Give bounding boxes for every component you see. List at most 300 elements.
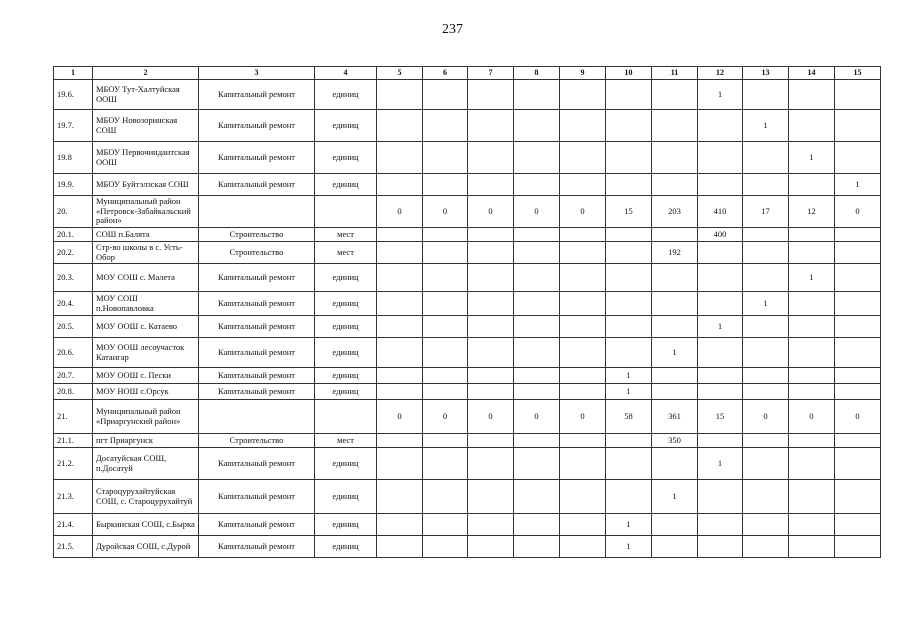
table-cell: 1 — [652, 480, 698, 514]
table-cell — [514, 434, 560, 448]
table-cell: 20. — [54, 196, 93, 228]
table-cell — [468, 368, 514, 384]
table-cell: 21.5. — [54, 536, 93, 558]
table-cell — [743, 80, 789, 110]
table-cell: 17 — [743, 196, 789, 228]
table-cell: единиц — [315, 142, 377, 174]
table-cell — [835, 80, 881, 110]
table-cell: Капитальный ремонт — [199, 384, 315, 400]
table-cell — [652, 316, 698, 338]
table-cell: 1 — [698, 316, 743, 338]
table-cell — [789, 536, 835, 558]
table-cell — [789, 316, 835, 338]
table-cell: 21.4. — [54, 514, 93, 536]
table-cell: 0 — [835, 196, 881, 228]
table-cell: 20.3. — [54, 264, 93, 292]
table-cell — [652, 80, 698, 110]
table-cell: 12 — [789, 196, 835, 228]
table-cell: 19.6. — [54, 80, 93, 110]
column-header: 9 — [560, 67, 606, 80]
table-cell — [560, 434, 606, 448]
table-cell — [377, 142, 423, 174]
table-cell: единиц — [315, 368, 377, 384]
table-cell — [468, 142, 514, 174]
table-cell: Капитальный ремонт — [199, 514, 315, 536]
table-cell — [835, 480, 881, 514]
table-cell — [789, 448, 835, 480]
table-cell: МОУ НОШ с.Орсук — [93, 384, 199, 400]
table-cell — [606, 228, 652, 242]
table-cell: 0 — [514, 196, 560, 228]
column-header: 4 — [315, 67, 377, 80]
table-cell: 361 — [652, 400, 698, 434]
table-cell: МБОУ Тут-Халтуйская ООШ — [93, 80, 199, 110]
table-cell — [698, 480, 743, 514]
table-cell — [468, 514, 514, 536]
table-cell — [835, 264, 881, 292]
table-cell — [560, 514, 606, 536]
table-cell: Капитальный ремонт — [199, 264, 315, 292]
table-cell: МБОУ Буйтэлзская СОШ — [93, 174, 199, 196]
table-cell — [560, 110, 606, 142]
table-cell: 0 — [835, 400, 881, 434]
table-cell — [514, 80, 560, 110]
table-cell — [698, 264, 743, 292]
table-cell: 20.8. — [54, 384, 93, 400]
table-cell: Капитальный ремонт — [199, 292, 315, 316]
table-cell — [652, 228, 698, 242]
column-header: 15 — [835, 67, 881, 80]
table-cell: Муниципальный район «Приаргунский район» — [93, 400, 199, 434]
table-cell: 350 — [652, 434, 698, 448]
table-cell — [743, 174, 789, 196]
table-cell — [468, 110, 514, 142]
table-cell — [606, 242, 652, 264]
table-cell: 0 — [423, 196, 468, 228]
table-cell: Капитальный ремонт — [199, 368, 315, 384]
table-cell: 0 — [743, 400, 789, 434]
table-cell: 0 — [423, 400, 468, 434]
table-cell: 20.1. — [54, 228, 93, 242]
table-cell: 15 — [698, 400, 743, 434]
table-cell — [743, 228, 789, 242]
table-cell: Капитальный ремонт — [199, 110, 315, 142]
table-cell — [560, 338, 606, 368]
table-cell: 0 — [468, 196, 514, 228]
table-row — [54, 368, 881, 384]
table-cell: МОУ СОШ с. Малета — [93, 264, 199, 292]
table-cell: МОУ ООШ с. Пески — [93, 368, 199, 384]
table-cell — [468, 448, 514, 480]
table-cell — [743, 142, 789, 174]
table-cell: 21.1. — [54, 434, 93, 448]
table-cell: 20.6. — [54, 338, 93, 368]
table-cell — [698, 434, 743, 448]
table-row — [54, 196, 881, 228]
table-row — [54, 338, 881, 368]
table-cell — [315, 400, 377, 434]
table-cell: 1 — [743, 110, 789, 142]
table-cell — [423, 264, 468, 292]
table-cell — [423, 434, 468, 448]
table-row — [54, 384, 881, 400]
table-cell: Капитальный ремонт — [199, 80, 315, 110]
table-cell — [698, 174, 743, 196]
table-row — [54, 400, 881, 434]
table-cell — [514, 228, 560, 242]
table-cell: 1 — [698, 80, 743, 110]
table-cell — [423, 292, 468, 316]
table-cell — [606, 80, 652, 110]
table-cell — [789, 228, 835, 242]
table-cell — [606, 292, 652, 316]
table-cell: мест — [315, 228, 377, 242]
table-cell — [698, 292, 743, 316]
table-cell: Быркинская СОШ, с.Бырка — [93, 514, 199, 536]
table-cell — [377, 536, 423, 558]
header-row — [54, 67, 881, 80]
table-cell — [652, 264, 698, 292]
table-cell — [560, 228, 606, 242]
column-header: 5 — [377, 67, 423, 80]
table-row — [54, 174, 881, 196]
table-cell — [377, 434, 423, 448]
table-cell: 192 — [652, 242, 698, 264]
table-cell — [560, 316, 606, 338]
table-cell — [698, 338, 743, 368]
table-cell: единиц — [315, 536, 377, 558]
table-cell — [652, 368, 698, 384]
table-cell — [698, 242, 743, 264]
table-cell: Строительство — [199, 228, 315, 242]
table-cell: МОУ ООШ с. Катаево — [93, 316, 199, 338]
table-cell — [743, 264, 789, 292]
table-cell: 1 — [789, 264, 835, 292]
table-cell — [514, 368, 560, 384]
table-cell — [377, 368, 423, 384]
table-cell: 1 — [789, 142, 835, 174]
column-header: 7 — [468, 67, 514, 80]
table-cell — [377, 242, 423, 264]
table-cell — [468, 338, 514, 368]
table-cell: единиц — [315, 384, 377, 400]
table-row — [54, 142, 881, 174]
table-cell: пгт Приаргунск — [93, 434, 199, 448]
table-cell: Муниципальный район «Петровск-Забайкальский район» — [93, 196, 199, 228]
table-cell — [423, 80, 468, 110]
table-cell: 400 — [698, 228, 743, 242]
table-cell: 0 — [560, 196, 606, 228]
table-cell — [789, 174, 835, 196]
table-cell — [199, 196, 315, 228]
table-cell — [468, 292, 514, 316]
table-cell — [377, 110, 423, 142]
table-cell — [377, 338, 423, 368]
column-header: 8 — [514, 67, 560, 80]
table-cell — [423, 174, 468, 196]
page-number: 237 — [442, 22, 463, 37]
table-cell — [560, 292, 606, 316]
table-cell — [789, 384, 835, 400]
table-cell: единиц — [315, 110, 377, 142]
table-cell: единиц — [315, 514, 377, 536]
table-cell — [835, 316, 881, 338]
table-cell — [514, 242, 560, 264]
table-cell — [743, 434, 789, 448]
table-cell: Капитальный ремонт — [199, 174, 315, 196]
table-cell — [835, 228, 881, 242]
table-cell — [514, 448, 560, 480]
table-cell: 1 — [606, 368, 652, 384]
table-row — [54, 434, 881, 448]
table-cell — [743, 536, 789, 558]
table-cell — [423, 480, 468, 514]
table-cell: 0 — [789, 400, 835, 434]
table-cell — [835, 514, 881, 536]
table-cell — [199, 400, 315, 434]
table-cell: 20.4. — [54, 292, 93, 316]
table-cell — [835, 242, 881, 264]
table-cell — [652, 292, 698, 316]
table-cell — [743, 338, 789, 368]
table-cell — [377, 80, 423, 110]
table-cell — [835, 536, 881, 558]
table-cell — [835, 142, 881, 174]
table-cell — [423, 384, 468, 400]
table-row — [54, 228, 881, 242]
table-cell: Капитальный ремонт — [199, 448, 315, 480]
table-cell — [652, 142, 698, 174]
table-cell — [606, 110, 652, 142]
table-cell: 19.7. — [54, 110, 93, 142]
table-cell: мест — [315, 434, 377, 448]
table-cell — [468, 228, 514, 242]
table-cell: 19.8 — [54, 142, 93, 174]
table-cell — [652, 514, 698, 536]
table-cell: Стр-во школы в с. Усть-Обор — [93, 242, 199, 264]
table-row — [54, 242, 881, 264]
table-cell — [560, 174, 606, 196]
table-cell — [423, 110, 468, 142]
table-cell — [560, 448, 606, 480]
column-header: 12 — [698, 67, 743, 80]
table-cell — [743, 514, 789, 536]
table-cell — [377, 292, 423, 316]
table-cell — [743, 368, 789, 384]
table-cell — [514, 292, 560, 316]
table-cell: 58 — [606, 400, 652, 434]
table-cell — [468, 536, 514, 558]
table-cell: 410 — [698, 196, 743, 228]
table-cell — [377, 514, 423, 536]
table-cell — [377, 480, 423, 514]
table-cell: 0 — [377, 196, 423, 228]
table-cell: Капитальный ремонт — [199, 536, 315, 558]
table-cell: Капитальный ремонт — [199, 480, 315, 514]
table-cell — [423, 536, 468, 558]
column-header: 3 — [199, 67, 315, 80]
table-cell: 0 — [468, 400, 514, 434]
table-cell — [560, 242, 606, 264]
table-cell — [789, 434, 835, 448]
table-row — [54, 292, 881, 316]
column-header: 1 — [54, 67, 93, 80]
table-cell: Строительство — [199, 434, 315, 448]
table-cell — [606, 264, 652, 292]
table-cell — [606, 448, 652, 480]
table-cell: МОУ СОШ п.Новопавловка — [93, 292, 199, 316]
table-cell: Староцурухайтуйская СОШ, с. Староцурухайтуй — [93, 480, 199, 514]
table-cell — [560, 264, 606, 292]
table-cell: 20.5. — [54, 316, 93, 338]
table-cell — [743, 242, 789, 264]
table-cell — [789, 80, 835, 110]
table-cell — [652, 448, 698, 480]
table-cell: Досатуйская СОШ, п.Досатуй — [93, 448, 199, 480]
table-cell — [743, 448, 789, 480]
table-cell — [835, 368, 881, 384]
table-cell — [423, 228, 468, 242]
table-cell: 20.7. — [54, 368, 93, 384]
column-header: 14 — [789, 67, 835, 80]
table-row — [54, 514, 881, 536]
table-cell — [606, 338, 652, 368]
table-cell — [652, 110, 698, 142]
table-cell — [560, 80, 606, 110]
table-cell — [835, 384, 881, 400]
table-cell: единиц — [315, 448, 377, 480]
table-cell: 1 — [606, 536, 652, 558]
table-cell: Капитальный ремонт — [199, 142, 315, 174]
table-row — [54, 536, 881, 558]
table-cell — [560, 368, 606, 384]
table-cell: МОУ ООШ лесоучасток Катангар — [93, 338, 199, 368]
table-cell — [423, 368, 468, 384]
table-cell — [835, 292, 881, 316]
table-cell: единиц — [315, 264, 377, 292]
table-cell: 1 — [743, 292, 789, 316]
table-cell — [514, 264, 560, 292]
table-cell — [377, 174, 423, 196]
table-cell: 20.2. — [54, 242, 93, 264]
table-cell — [789, 368, 835, 384]
table-cell — [514, 316, 560, 338]
table-row — [54, 264, 881, 292]
table-cell: 1 — [652, 338, 698, 368]
table-row — [54, 480, 881, 514]
column-header: 2 — [93, 67, 199, 80]
table-cell: МБОУ Новозоринская СОШ — [93, 110, 199, 142]
table-cell: 21. — [54, 400, 93, 434]
table-cell: Капитальный ремонт — [199, 338, 315, 368]
table-row — [54, 80, 881, 110]
table-cell — [743, 480, 789, 514]
table-cell — [789, 110, 835, 142]
table-cell: 19.9. — [54, 174, 93, 196]
table-cell: единиц — [315, 316, 377, 338]
table-cell — [468, 242, 514, 264]
column-header: 13 — [743, 67, 789, 80]
table-cell — [468, 384, 514, 400]
table-cell — [835, 338, 881, 368]
data-table — [53, 66, 881, 558]
table-cell: Дуройская СОШ, с.Дурой — [93, 536, 199, 558]
table-cell: 203 — [652, 196, 698, 228]
table-cell — [514, 514, 560, 536]
column-header: 6 — [423, 67, 468, 80]
table-cell — [377, 264, 423, 292]
table-cell — [514, 142, 560, 174]
table-cell: единиц — [315, 338, 377, 368]
table-cell: 1 — [835, 174, 881, 196]
table-cell: 0 — [560, 400, 606, 434]
table-cell — [560, 536, 606, 558]
table-cell — [560, 142, 606, 174]
table-cell: 1 — [606, 514, 652, 536]
table-cell — [468, 434, 514, 448]
table-cell — [514, 174, 560, 196]
table-cell — [743, 384, 789, 400]
table-cell: Капитальный ремонт — [199, 316, 315, 338]
table-cell — [377, 316, 423, 338]
column-header: 10 — [606, 67, 652, 80]
table-cell — [423, 338, 468, 368]
table-cell — [514, 480, 560, 514]
table-cell — [468, 316, 514, 338]
table-cell: единиц — [315, 174, 377, 196]
table-cell — [698, 536, 743, 558]
table-cell: единиц — [315, 480, 377, 514]
table-cell: 1 — [698, 448, 743, 480]
table-cell: 0 — [514, 400, 560, 434]
table-cell: Строительство — [199, 242, 315, 264]
table-cell: 1 — [606, 384, 652, 400]
table-cell — [789, 338, 835, 368]
table-cell: МБОУ Первочиндантская ООШ — [93, 142, 199, 174]
table-cell — [698, 142, 743, 174]
table-cell — [377, 384, 423, 400]
table-cell — [560, 384, 606, 400]
table-cell — [652, 536, 698, 558]
table-row — [54, 316, 881, 338]
table-cell — [835, 110, 881, 142]
table-cell — [698, 110, 743, 142]
table-cell — [423, 242, 468, 264]
table-cell — [698, 368, 743, 384]
table-cell — [789, 242, 835, 264]
table-cell — [423, 514, 468, 536]
table-cell — [468, 174, 514, 196]
table-cell: СОШ п.Балята — [93, 228, 199, 242]
table-cell — [606, 174, 652, 196]
table-cell — [606, 434, 652, 448]
table-cell — [652, 174, 698, 196]
table-row — [54, 110, 881, 142]
table-cell — [377, 448, 423, 480]
table-cell — [835, 434, 881, 448]
table-cell — [789, 292, 835, 316]
table-cell — [514, 110, 560, 142]
table-cell — [606, 316, 652, 338]
table-cell — [560, 480, 606, 514]
table-cell: единиц — [315, 80, 377, 110]
table-cell — [698, 514, 743, 536]
table-cell — [835, 448, 881, 480]
table-cell: единиц — [315, 292, 377, 316]
table-cell — [652, 384, 698, 400]
column-header: 11 — [652, 67, 698, 80]
table-row — [54, 448, 881, 480]
